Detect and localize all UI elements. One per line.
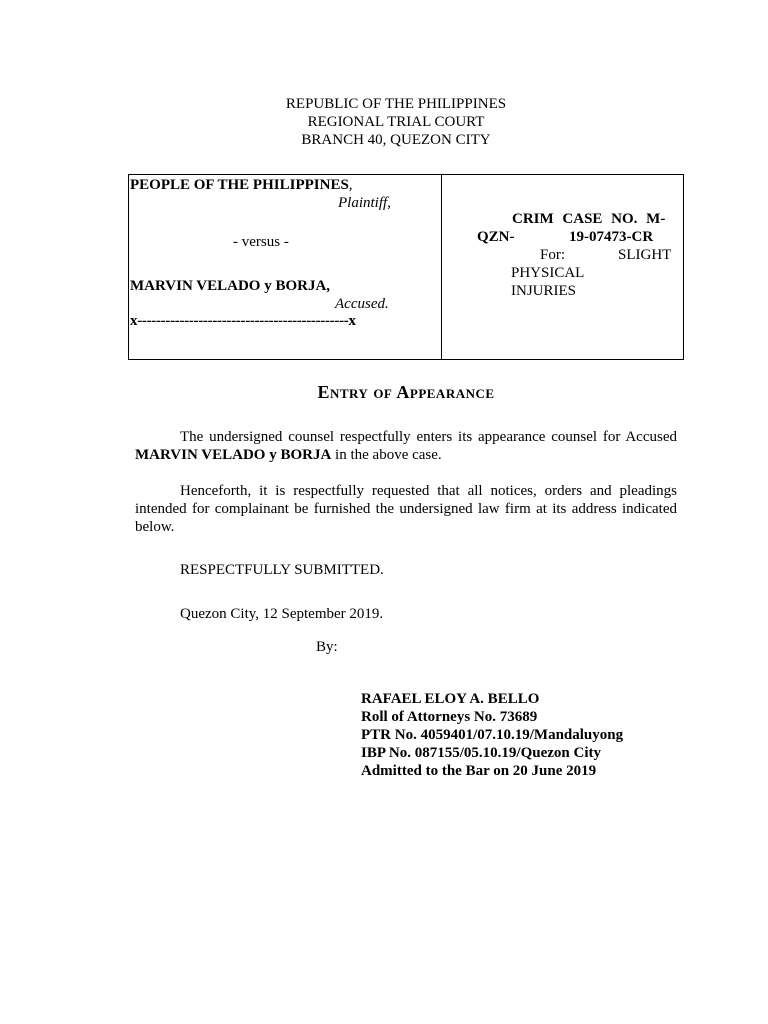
- paragraph-appearance-text: The undersigned counsel respectfully enters its appearance counsel for Accused: [180, 429, 677, 445]
- by-label: By:: [316, 639, 338, 655]
- date-line: Quezon City, 12 September 2019.: [180, 606, 384, 622]
- accused-role: Accused.: [335, 296, 389, 312]
- roll-of-attorneys: Roll of Attorneys No. 73689: [361, 709, 538, 725]
- accused-name: MARVIN VELADO y BORJA,: [130, 278, 331, 294]
- header-republic: REPUBLIC OF THE PHILIPPINES: [285, 96, 507, 112]
- ptr-number: PTR No. 4059401/07.10.19/Mandaluyong: [361, 727, 624, 743]
- case-number-suffix: 19-07473-CR: [569, 229, 654, 245]
- plaintiff-line: [130, 176, 353, 194]
- respectfully-submitted: RESPECTFULLY SUBMITTED.: [180, 562, 384, 578]
- counsel-name: RAFAEL ELOY A. BELLO: [361, 691, 540, 707]
- header-branch: BRANCH 40, QUEZON CITY: [301, 132, 491, 148]
- case-number-prefix: QZN-: [477, 229, 515, 245]
- offense-line3: INJURIES: [511, 283, 577, 299]
- ibp-number: IBP No. 087155/05.10.19/Quezon City: [361, 745, 602, 761]
- paragraph-appearance-end: in the above case.: [331, 447, 442, 463]
- for-label: For:: [540, 247, 566, 263]
- case-caption-box: [128, 174, 684, 360]
- court-header: [0, 95, 768, 149]
- document-title: Entry of Appearance: [317, 382, 495, 402]
- plaintiff-comma: ,: [348, 177, 353, 193]
- plaintiff-name: PEOPLE OF THE PHILIPPINES: [130, 177, 349, 193]
- header-court: REGIONAL TRIAL COURT: [307, 114, 485, 130]
- caption-case-info: [441, 175, 683, 359]
- offense-line1: SLIGHT: [618, 247, 672, 263]
- bar-admission: Admitted to the Bar on 20 June 2019: [361, 763, 597, 779]
- case-number-line1: CRIM CASE NO. M-: [512, 211, 666, 227]
- signature-block: [361, 690, 623, 780]
- caption-divider: x---------------------------------------------x: [130, 313, 356, 329]
- caption-parties: [129, 175, 442, 359]
- paragraph-notices: Henceforth, it is respectfully requested that all notices, orders and pleadings intended for complainant be furnished the undersigned law firm at its address indicated below.: [135, 483, 677, 535]
- plaintiff-role: Plaintiff,: [338, 195, 391, 211]
- versus-label: - versus -: [233, 234, 289, 250]
- accused-name-inline: MARVIN VELADO y BORJA: [135, 447, 332, 463]
- offense-line2: PHYSICAL: [511, 265, 585, 281]
- paragraph-appearance: [135, 428, 677, 464]
